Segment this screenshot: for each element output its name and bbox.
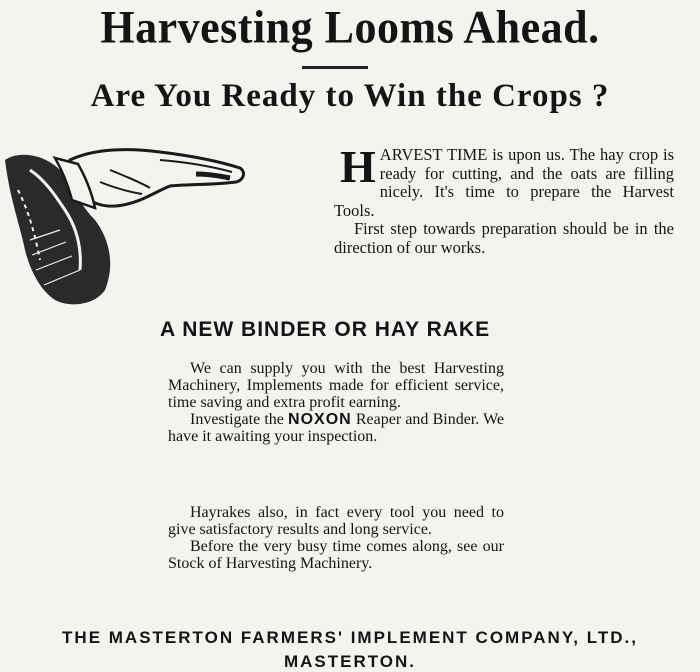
footer-company: THE MASTERTON FARMERS' IMPLEMENT COMPANY, LTD.,: [62, 628, 638, 647]
intro-paragraph: [334, 141, 674, 257]
footer-town: MASTERTON.: [283, 652, 417, 671]
body-block-hayrakes: [168, 504, 504, 572]
paragraph-noxon: [168, 411, 504, 445]
noxon-post: Reaper and Binder. We have it awaiting your inspection.: [168, 411, 505, 445]
subheadline: Are You Ready to Win the Crops ?: [90, 78, 610, 114]
noxon-brand: NOXON: [288, 411, 352, 428]
intro-text: ARVEST TIME is upon us. The hay crop is ready for cutting, and the oats are filling nicely. It's time to prepare the Harvest Tools.: [334, 145, 674, 220]
paragraph-machinery: We can supply you with the best Harvesting Machinery, Implements made for efficient service, time saving and extra profit earning.: [168, 360, 504, 411]
paragraph-stock: Before the very busy time comes along, see our Stock of Harvesting Machinery.: [168, 538, 504, 572]
noxon-pre: Investigate the: [190, 411, 284, 428]
section-title: A NEW BINDER OR HAY RAKE: [160, 318, 491, 341]
headline: Harvesting Looms Ahead.: [100, 1, 600, 54]
paragraph-hayrakes: Hayrakes also, in fact every tool you need to give satisfactory results and long service.: [168, 504, 504, 538]
divider-rule: [302, 66, 368, 69]
pointing-hand-illustration: [0, 130, 250, 310]
body-block-binder: [168, 360, 504, 445]
intro-text-2: First step towards preparation should be in the direction of our works.: [334, 219, 674, 257]
dropcap-letter: H: [340, 141, 376, 192]
